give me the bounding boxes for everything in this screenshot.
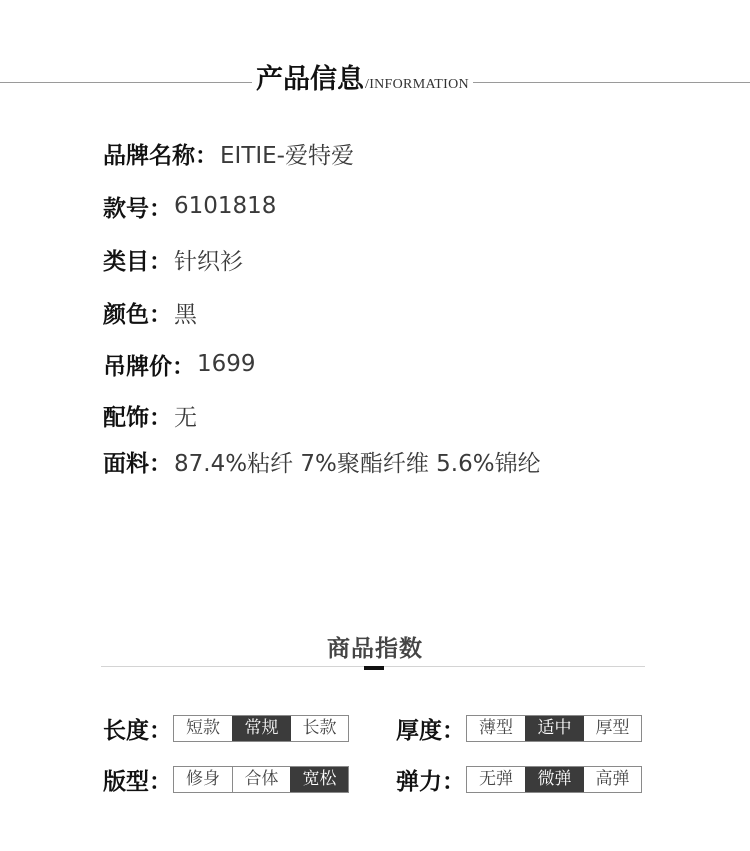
scale-option: 长款 xyxy=(290,716,348,741)
info-label: 配饰： xyxy=(103,404,172,431)
scale-options xyxy=(466,715,642,742)
scale-elasticity xyxy=(396,765,642,793)
scale-option: 高弹 xyxy=(583,767,641,792)
info-label: 款号： xyxy=(103,195,172,222)
info-label: 面料： xyxy=(103,450,172,477)
title-chinese: 产品信息 xyxy=(256,64,364,95)
info-row-style-number xyxy=(103,190,276,222)
scale-option: 厚型 xyxy=(583,716,641,741)
scale-thickness xyxy=(396,714,642,742)
info-value: 针织衫 xyxy=(174,248,243,275)
scale-label: 厚度： xyxy=(396,717,465,744)
index-title: 商品指数 xyxy=(327,636,423,662)
scale-fit xyxy=(103,765,349,793)
title-english: /INFORMATION xyxy=(365,77,469,92)
info-row-price xyxy=(103,348,256,380)
scale-option-selected: 常规 xyxy=(232,716,290,741)
scale-option-selected: 适中 xyxy=(525,716,583,741)
info-row-fabric xyxy=(103,445,541,477)
scale-label: 弹力： xyxy=(396,768,465,795)
info-value: 1699 xyxy=(197,351,256,377)
info-value: 黑 xyxy=(174,301,197,328)
scale-label: 版型： xyxy=(103,768,172,795)
scale-option-selected: 宽松 xyxy=(290,767,348,792)
scale-options xyxy=(466,766,642,793)
scale-label: 长度： xyxy=(103,717,172,744)
scale-option-selected: 微弹 xyxy=(525,767,583,792)
scale-options xyxy=(173,766,349,793)
scale-option: 合体 xyxy=(232,767,290,792)
info-value: EITIE-爱特爱 xyxy=(220,142,354,169)
scale-option: 修身 xyxy=(186,768,220,789)
info-label: 类目： xyxy=(103,248,172,275)
info-row-category xyxy=(103,243,243,275)
info-label: 吊牌价： xyxy=(103,353,195,380)
info-label: 品牌名称： xyxy=(103,142,218,169)
info-row-accessory xyxy=(103,399,197,431)
scale-option: 短款 xyxy=(186,717,220,738)
info-value: 87.4%粘纤 7%聚酯纤维 5.6%锦纶 xyxy=(174,450,541,477)
scale-length xyxy=(103,714,349,742)
section-title xyxy=(252,58,473,98)
scale-option: 薄型 xyxy=(479,717,513,738)
info-row-brand xyxy=(103,137,354,169)
info-label: 颜色： xyxy=(103,301,172,328)
index-divider-accent xyxy=(364,666,384,670)
scale-option: 无弹 xyxy=(479,768,513,789)
info-value: 无 xyxy=(174,404,197,431)
scale-options xyxy=(173,715,349,742)
info-value: 6101818 xyxy=(174,193,277,219)
info-row-color xyxy=(103,296,197,328)
